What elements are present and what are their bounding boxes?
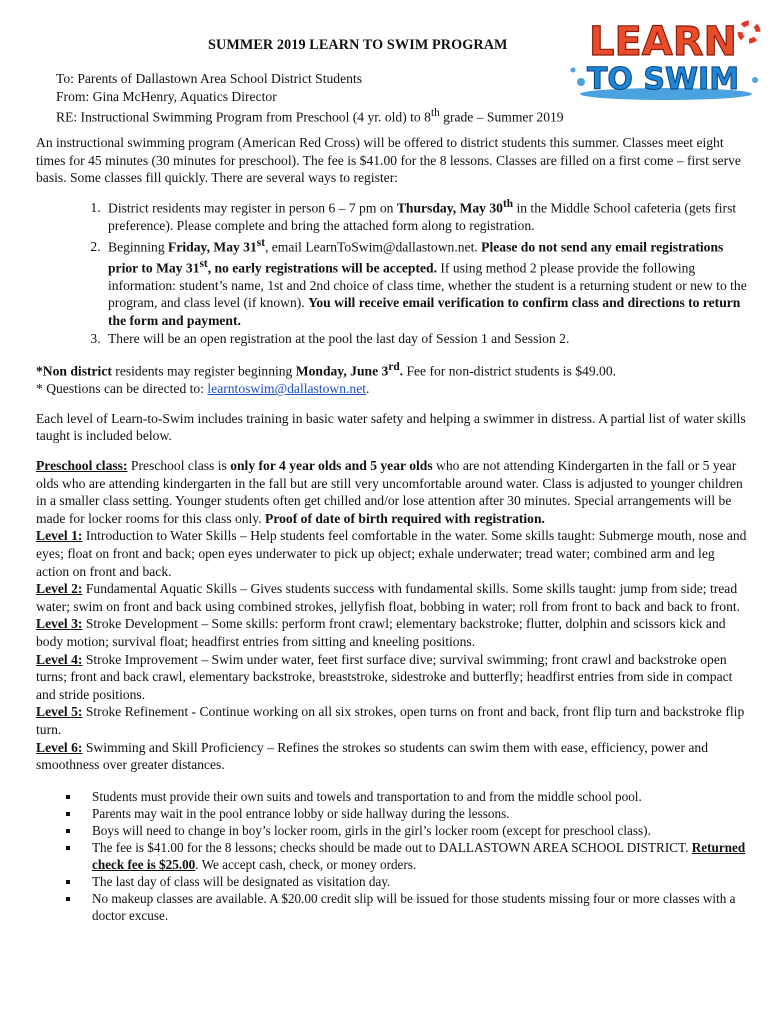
level-5-paragraph (36, 703, 748, 738)
memo-re-text-end: grade – Summer 2019 (439, 109, 564, 125)
level-6-paragraph (36, 739, 748, 774)
policy-bullet-fee (81, 839, 748, 873)
level-3-text: Stroke Development – Some skills: perform front crawl; elementary backstroke; flutter, dolphin and scissors kick and body motion; survival float; headfirst entries from sitting and kneeling positions. (36, 616, 726, 649)
memo-re-sup: th (430, 107, 440, 120)
logo-line2: TO SWIM (586, 62, 740, 97)
policy-bullet-makeup: ▪ No makeup classes are available. A $20.00 credit slip will be issued for those students missing four or more classes with a doctor excuse. (81, 890, 748, 924)
memo-from: From: Gina McHenry, Aquatics Director (56, 88, 277, 104)
nondistrict-date: Monday, June 3 (295, 363, 389, 379)
questions-paragraph (36, 380, 748, 398)
nondistrict-period: . (399, 363, 404, 379)
preschool-details: who are not attending Kindergarten in the fall or 5 year olds who are attending kindergarten in the fall but are still very uncomfortable around water. Class is adjusted to younger children in a smaller class setting. Younger students often get chilled and/or lose attention after 30 minutes. Special arrangements will be made for locker rooms for this class only. (36, 458, 743, 526)
memo-to: To: Parents of Dallastown Area School District Students (56, 71, 362, 86)
levels-intro: Each level of Learn-to-Swim includes training in basic water safety and helping a swimmer in distress. A partial list of water skills taught is included below. (36, 410, 746, 444)
reg2-instructions: If using method 2 please provide the following information: student’s name, 1st and 2nd choice of class time, whether the student is a returning student or new to the program, and class level (if known). (108, 260, 747, 311)
nondistrict-sup: rd (388, 361, 400, 374)
policy-bullet-locker: ▪ Boys will need to change in boy’s locker room, girls in the girl’s locker room (except for preschool class). (81, 822, 748, 839)
reg1-sup: th (502, 197, 514, 210)
registration-list (36, 196, 748, 347)
fee-text: The fee is $41.00 for the 8 lessons; checks should be made out to DALLASTOWN AREA SCHOOL DISTRICT. (92, 839, 692, 855)
level-4-label: Level 4: (36, 651, 83, 667)
level-3-paragraph (36, 615, 748, 650)
level-1-label: Level 1: (36, 528, 83, 544)
reg2-email: , email LearnToSwim@dallastown.net. (264, 239, 482, 255)
level-4-text: Stroke Improvement – Swim under water, feet first surface dive; survival swimming; front crawl and backstroke open turns; front and back crawl, elementary backstroke, breaststroke, sidestroke and butterfly; headfirst entries from side in compact and stride positions. (36, 651, 733, 702)
registration-item-1 (104, 196, 748, 235)
level-2-text: Fundamental Aquatic Skills – Gives students success with fundamental skills. Some skills taught: jump from side; tread water; swim on front and back using combined strokes, jellyfish float, bobbing in water; roll from front to back and back to front. (36, 581, 741, 614)
reg1-date: Thursday, May 30 (396, 200, 503, 216)
nondistrict-label: *Non district (36, 363, 112, 379)
policy-bullet-parents: ▪ Parents may wait in the pool entrance lobby or side hallway during the lessons. (81, 805, 748, 822)
reg1-text: District residents may register in person 6 – 7 pm on (108, 200, 397, 216)
policy-bullet-visitation: ▪ The last day of class will be designated as visitation day. (81, 873, 748, 890)
reg2-warning: Please do not send any email registrations prior to May 31 (108, 239, 724, 276)
level-6-text: Swimming and Skill Proficiency – Refines the strokes so students can swim them with ease, efficiency, power and smoothness over greater distances. (36, 739, 709, 773)
reg2-date: Friday, May 31 (168, 239, 257, 255)
page-title: SUMMER 2019 LEARN TO SWIM PROGRAM (208, 37, 508, 53)
registration-item-3: 3. There will be an open registration at the pool the last day of Session 1 and Session 2. (104, 330, 748, 348)
level-4-paragraph (36, 651, 748, 704)
main-content (36, 134, 748, 924)
logo-line1: LEARN (588, 19, 738, 65)
reg2-text: Beginning (108, 239, 169, 255)
nondistrict-paragraph (36, 359, 748, 380)
policy-bullet-list (36, 788, 748, 924)
preschool-text: Preschool class is (127, 458, 231, 474)
payment-methods: . We accept cash, check, or money orders. (195, 856, 417, 872)
reg2-warning-end: , no early registrations will be accepted. (207, 260, 437, 276)
level-2-paragraph (36, 580, 748, 615)
level-6-label: Level 6: (36, 739, 83, 755)
level-1-paragraph (36, 527, 748, 580)
registration-item-2 (104, 235, 748, 330)
reg1-text-end: in the Middle School cafeteria (gets first preference). Please complete and bring the attached form along to registration. (108, 200, 737, 233)
learn-to-swim-logo (563, 10, 763, 102)
preschool-paragraph (36, 457, 748, 527)
preschool-label: Preschool class: (36, 458, 128, 474)
reg2-sup: st (256, 236, 265, 249)
nondistrict-text: residents may register beginning (111, 363, 296, 379)
memo-re-text: RE: Instructional Swimming Program from Preschool (4 yr. old) to 8 (56, 109, 431, 125)
policy-bullet-suits: ▪ Students must provide their own suits and towels and transportation to and from the middle school pool. (81, 788, 748, 805)
level-5-label: Level 5: (36, 704, 83, 720)
contact-email-link[interactable]: learntoswim@dallastown.net (207, 381, 367, 397)
memo-re (56, 105, 564, 126)
memo-header (56, 70, 564, 126)
nondistrict-fee: Fee for non-district students is $49.00. (403, 363, 617, 379)
returned-check-fee: Returned check fee is $25.00 (92, 839, 746, 872)
level-3-label: Level 3: (36, 616, 83, 632)
questions-text: * Questions can be directed to: (36, 381, 208, 397)
level-1-text: Introduction to Water Skills – Help students feel comfortable in the water. Some skills taught: Submerge mouth, nose and eyes; float on front and back; open eyes underwater to pick up object; exhale underwater; tread water; combined arm and leg action on front and back. (36, 528, 747, 579)
preschool-age: only for 4 year olds and 5 year olds (230, 458, 433, 474)
level-5-text: Stroke Refinement - Continue working on all six strokes, open turns on front and back, front flip turn and backstroke flip turn. (36, 704, 745, 737)
preschool-proof: Proof of date of birth required with registration. (265, 510, 545, 526)
reg2-warning-sup: st (199, 257, 208, 270)
questions-period: . (366, 381, 370, 397)
intro-paragraph: An instructional swimming program (American Red Cross) will be offered to district students this summer. Classes meet eight times for 45 minutes (30 minutes for preschool). The fee is $41.00 for the 8 lessons. Classes are filled on a first come – first serve basis. Some classes fill quickly. There are several ways to register: (36, 135, 741, 186)
reg2-verification: You will receive email verification to confirm class and directions to return the form and payment. (108, 295, 741, 328)
level-2-label: Level 2: (36, 581, 83, 597)
